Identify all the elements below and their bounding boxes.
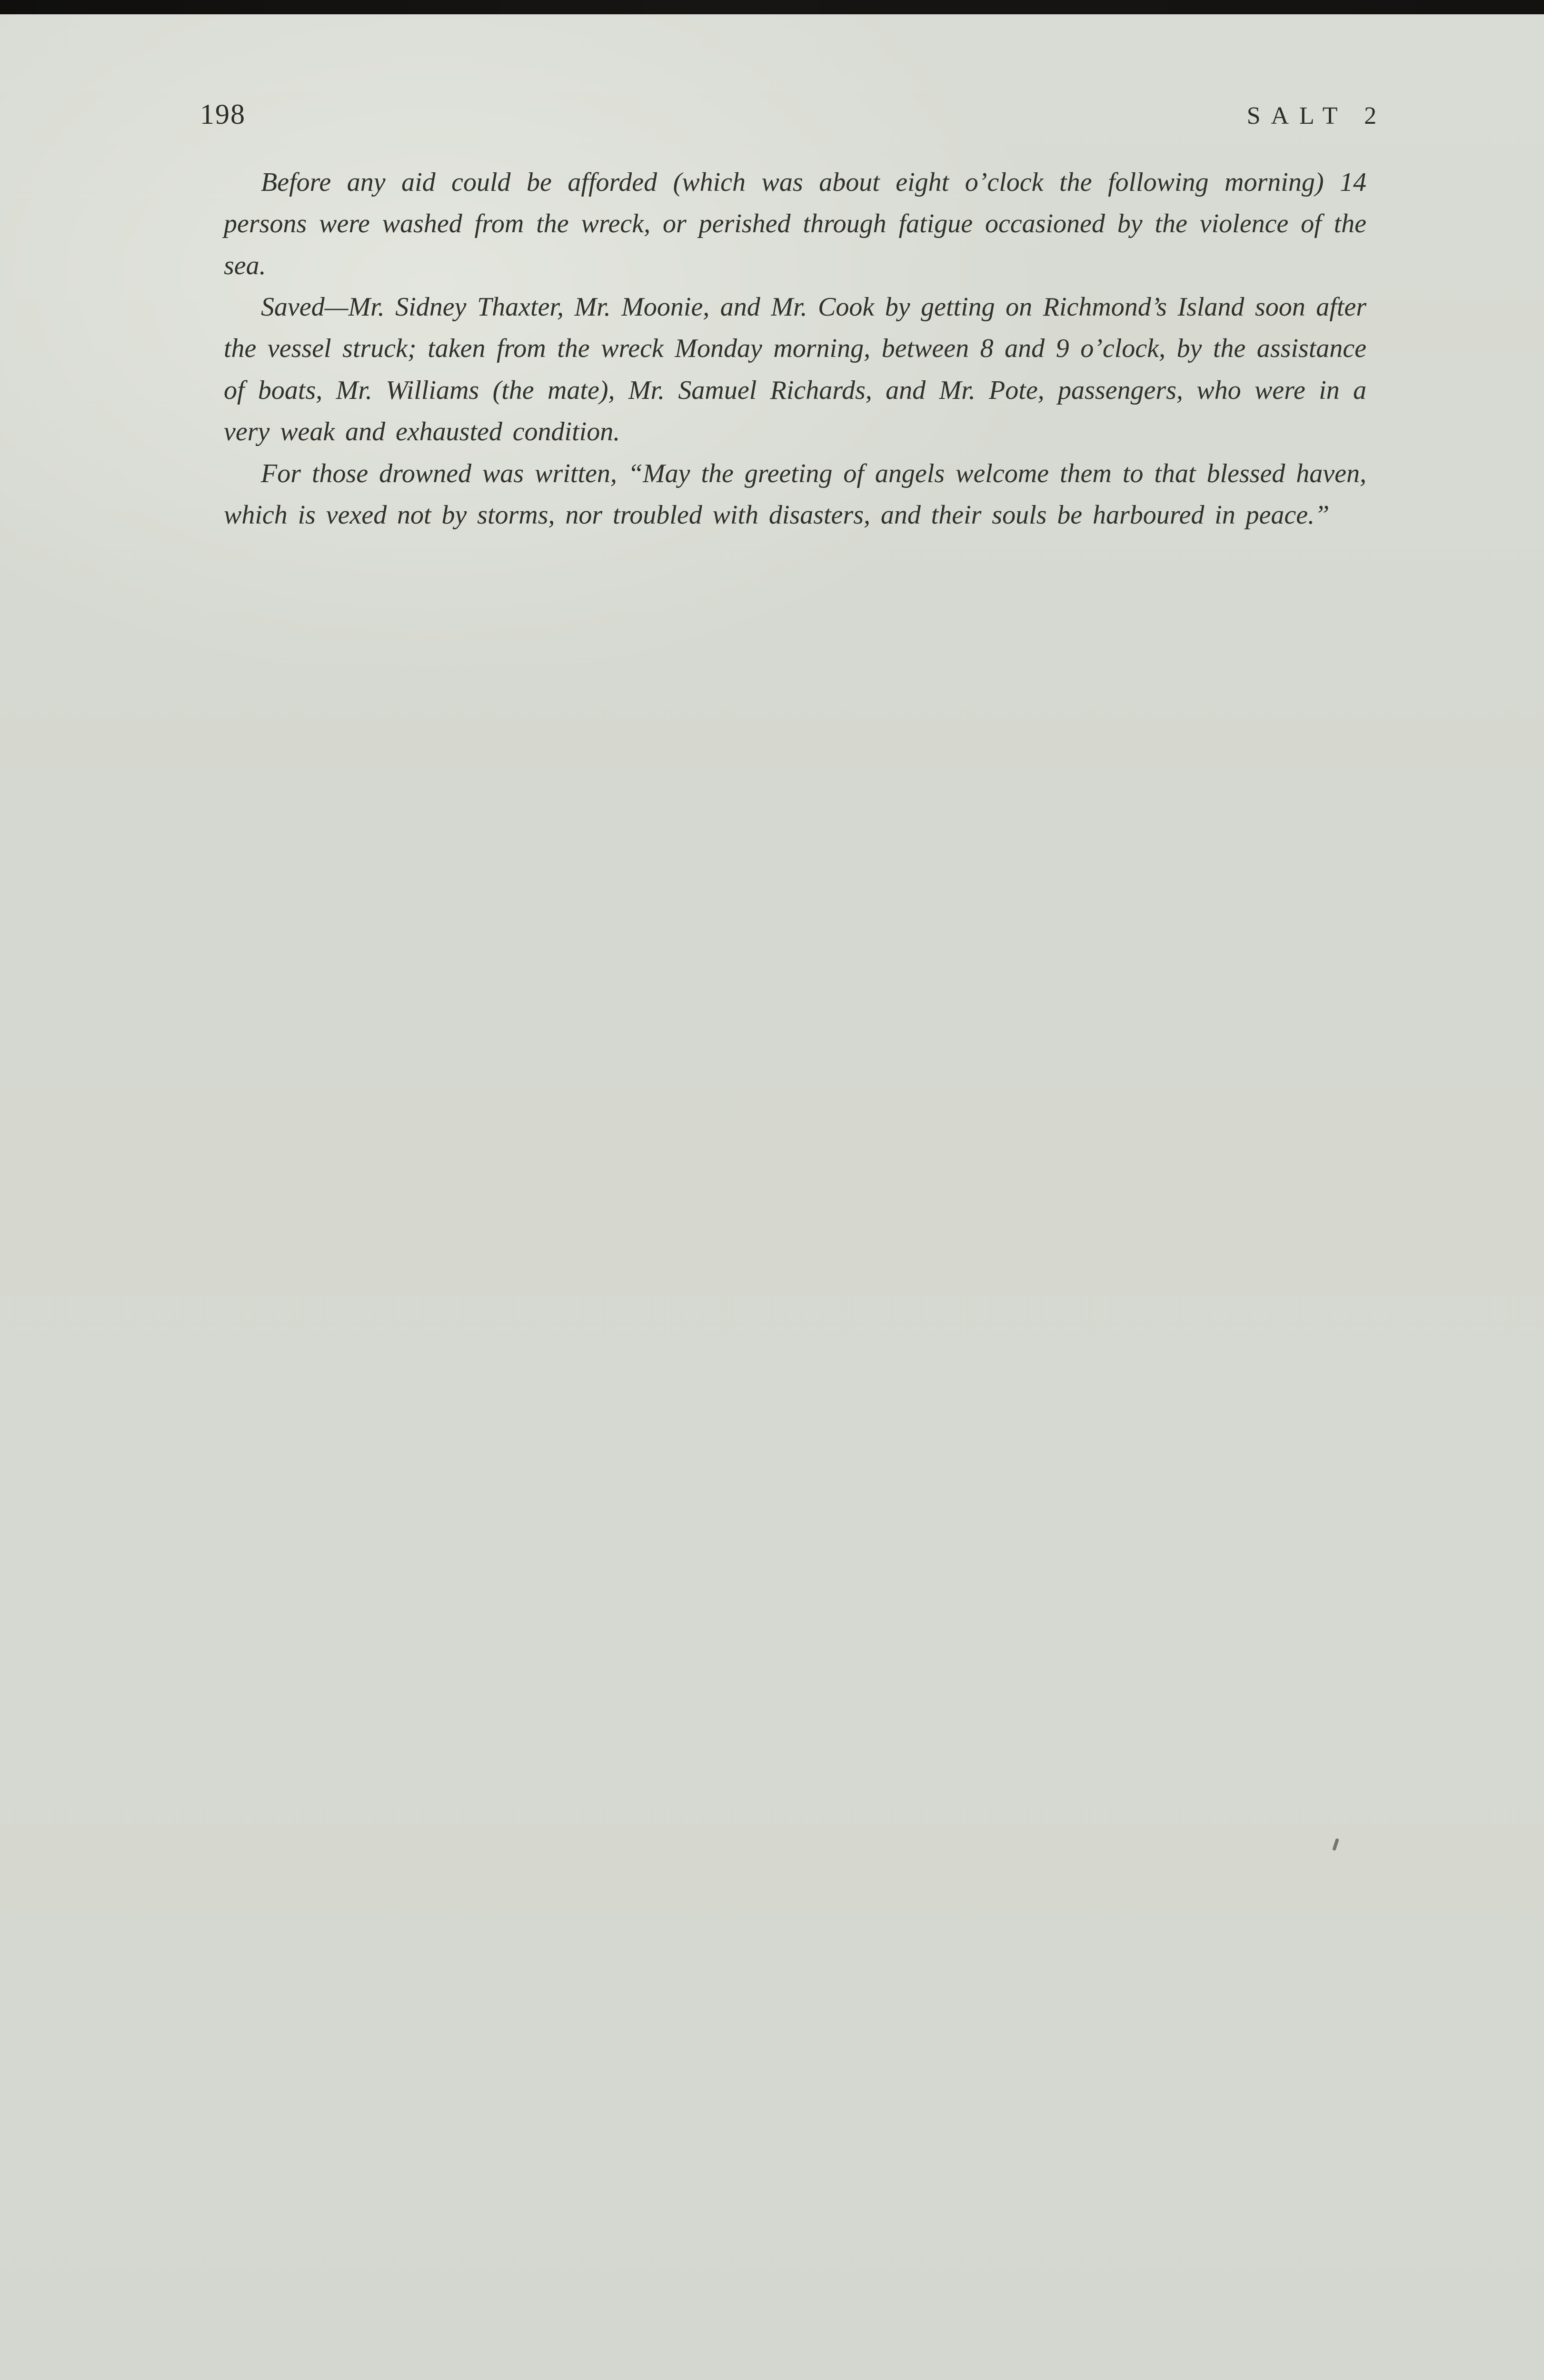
scan-artifact-speck — [1332, 1838, 1339, 1851]
running-title: SALT 2 — [1246, 102, 1387, 129]
paragraph-drowned-epitaph: For those drowned was written, “May the greeting of angels welcome them to that blessed haven, which is vexed not by storms, nor troubled with disasters, and their souls be harboured in peace.” — [224, 458, 1366, 530]
paragraph-shipwreck-losses: Before any aid could be afforded (which was about eight o’clock the following morning) 14 persons were washed from the wreck, or perished through fatigue occasioned by the violence of the sea. — [224, 168, 1366, 280]
body-text-block — [224, 162, 1366, 536]
page-number: 198 — [200, 99, 246, 130]
scan-edge-top — [0, 0, 1544, 14]
paragraph-saved-list: Saved—Mr. Sidney Thaxter, Mr. Moonie, and Mr. Cook by getting on Richmond’s Island soon after the vessel struck; taken from the wreck Monday morning, between 8 and 9 o’clock, by the assistance of boats, Mr. Williams (the mate), Mr. Samuel Richards, and Mr. Pote, passengers, who were in a very weak and exhausted condition. — [224, 292, 1366, 447]
page-header — [200, 90, 1387, 131]
